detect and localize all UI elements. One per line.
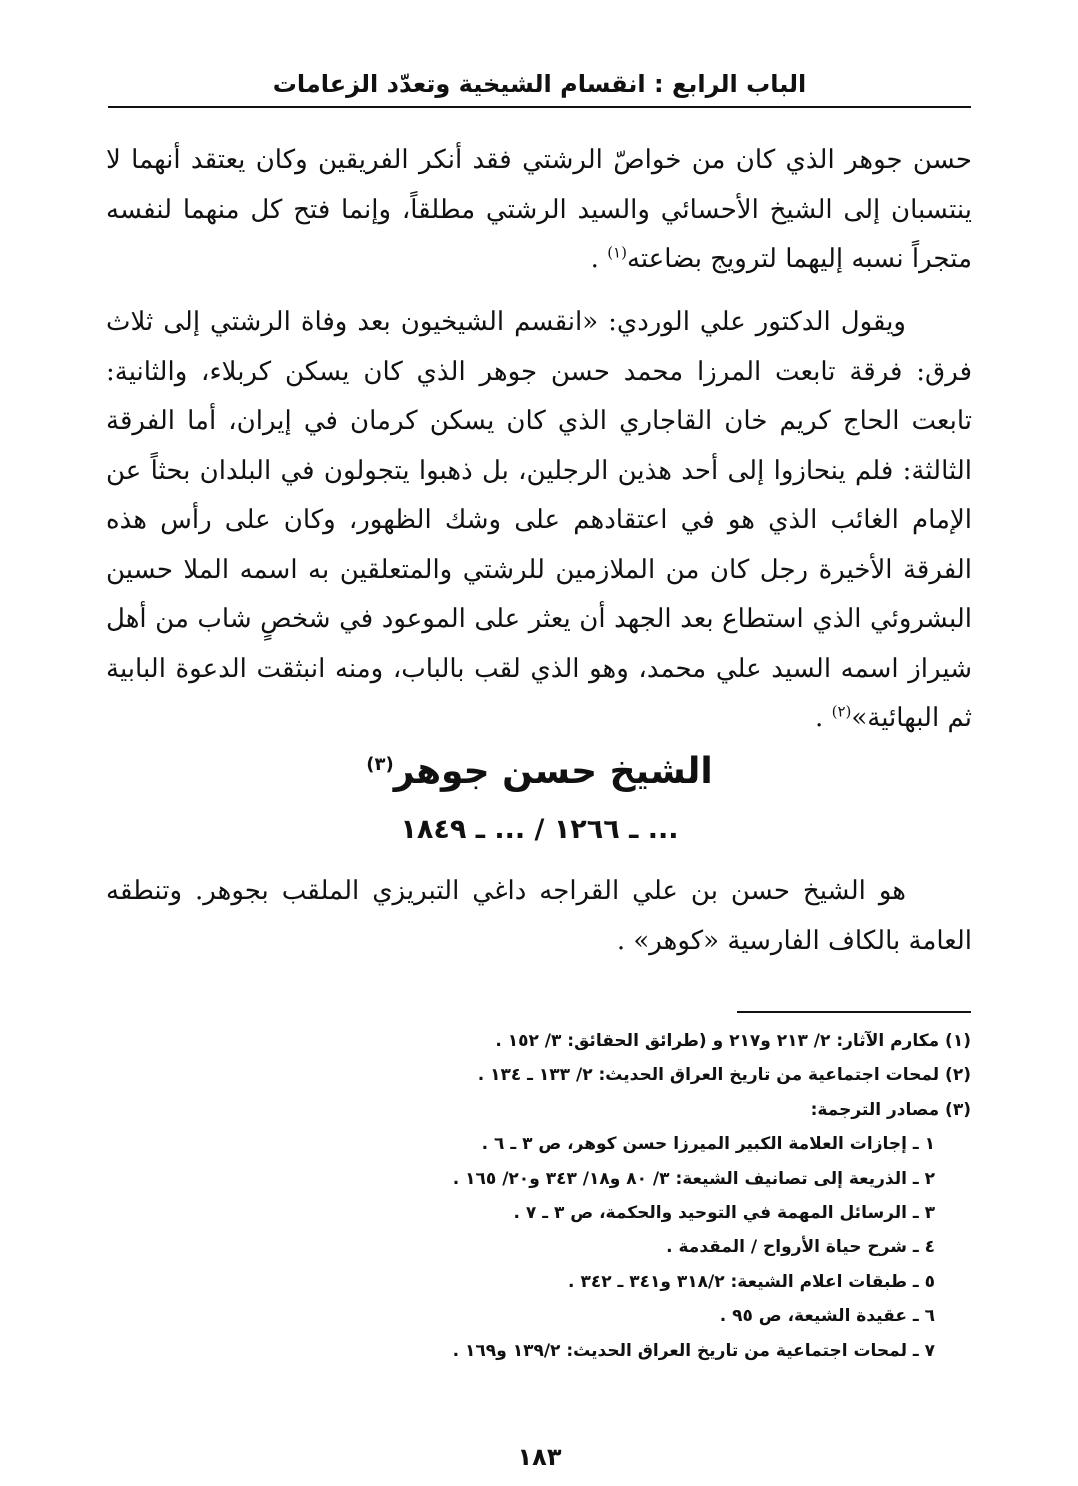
page-number: ١٨٣ xyxy=(517,1443,562,1471)
paragraph-3-end: . xyxy=(616,925,634,956)
footnote-3: (٣) مصادر الترجمة: xyxy=(810,1099,971,1120)
section-dates xyxy=(108,808,971,852)
section-title-text: الشيخ حسن جوهر xyxy=(393,751,713,792)
source-item: ٤ ـ شرح حياة الأرواح / المقدمة . xyxy=(666,1237,935,1258)
paragraph-2-text: ويقول الدكتور علي الوردي: «انقسم الشيخيون بعد وفاة الرشتي إلى ثلاث فرق: فرقة تابعت المرزا محمد حسن جوهر الذي كان يسكن كربلاء، والثانية: تابعت الحاج كريم خان القاجاري الذي كان يسكن كرمان في إيران، أما الفرقة الثالثة: فلم ينحازوا إلى أحد هذين الرجلين، بل ذهبوا يتجولون في البلدان بحثاً عن الإمام الغائب الذي هو في اعتقادهم على وشك الظهور، وكان على رأس هذه الفرقة الأخيرة رجل كان من الملازمين للرشتي والمتعلقين به اسمه الملا حسين البشروئي الذي استطاع بعد الجهد أن يعثر على الموعود في شخصٍ شاب من أهل شيراز اسمه السيد علي محمد، وهو الذي لقب بالباب، ومنه انبثقت الدعوة البابية ثم البهائية» xyxy=(106,307,973,733)
footnote-ref-3[interactable]: (٣) xyxy=(366,754,394,775)
paragraph-2-end: . xyxy=(815,703,832,733)
footnote-separator xyxy=(737,1011,971,1013)
footnotes xyxy=(108,1024,971,1368)
source-item: ١ ـ إجازات العلامة الكبير الميرزا حسن كوهر، ص ٣ ـ ٦ . xyxy=(481,1134,935,1155)
running-header: الباب الرابع : انقسام الشيخية وتعدّد الزعامات xyxy=(272,70,807,98)
footnote-ref-1[interactable]: (١) xyxy=(607,243,627,262)
paragraph-3 xyxy=(106,867,972,966)
footnote-ref-2[interactable]: (٢) xyxy=(831,702,852,721)
paragraph-2 xyxy=(106,298,972,744)
paragraph-3-text: هو الشيخ حسن بن علي القراجه داغي التبريزي الملقب بجوهر. وتنطقه العامة بالكاف الفارسية «كوهر» xyxy=(106,876,972,956)
source-item: ٢ ـ الذريعة إلى تصانيف الشيعة: ٣/ ٨٠ و١٨/ ٣٤٣ و٢٠/ ١٦٥ . xyxy=(452,1168,935,1189)
footnote-1: (١) مكارم الآثار: ٢/ ٢١٣ و٢١٧ و (طرائق الحقائق: ٣/ ١٥٢ . xyxy=(495,1031,971,1051)
footnote-2: (٢) لمحات اجتماعية من تاريخ العراق الحديث: ٢/ ١٣٣ ـ ١٣٤ . xyxy=(477,1065,971,1086)
source-item: ٦ ـ عقيدة الشيعة، ص ٩٥ . xyxy=(719,1306,935,1327)
source-item: ٣ ـ الرسائل المهمة في التوحيد والحكمة، ص ٣ ـ ٧ . xyxy=(513,1203,935,1224)
section-dates-text: ... ـ ١٢٦٦ / ... ـ ١٨٤٩ xyxy=(400,814,679,845)
source-item: ٧ ـ لمحات اجتماعية من تاريخ العراق الحديث: ١٣٩/٢ و١٦٩ . xyxy=(452,1340,935,1361)
paragraph-1-end: . xyxy=(590,244,608,274)
paragraph-1 xyxy=(106,136,972,285)
header-rule xyxy=(108,106,971,108)
source-item: ٥ ـ طبقات اعلام الشيعة: ٣١٨/٢ و٣٤١ ـ ٣٤٢ . xyxy=(568,1271,935,1292)
section-title xyxy=(108,744,971,800)
paragraph-1-text: حسن جوهر الذي كان من خواصّ الرشتي فقد أنكر الفريقين وكان يعتقد أنهما لا ينتسبان إلى الشيخ الأحسائي والسيد الرشتي مطلقاً، وإنما فتح كل منهما لنفسه متجراً نسبه إليهما لترويج بضاعته xyxy=(106,145,972,274)
